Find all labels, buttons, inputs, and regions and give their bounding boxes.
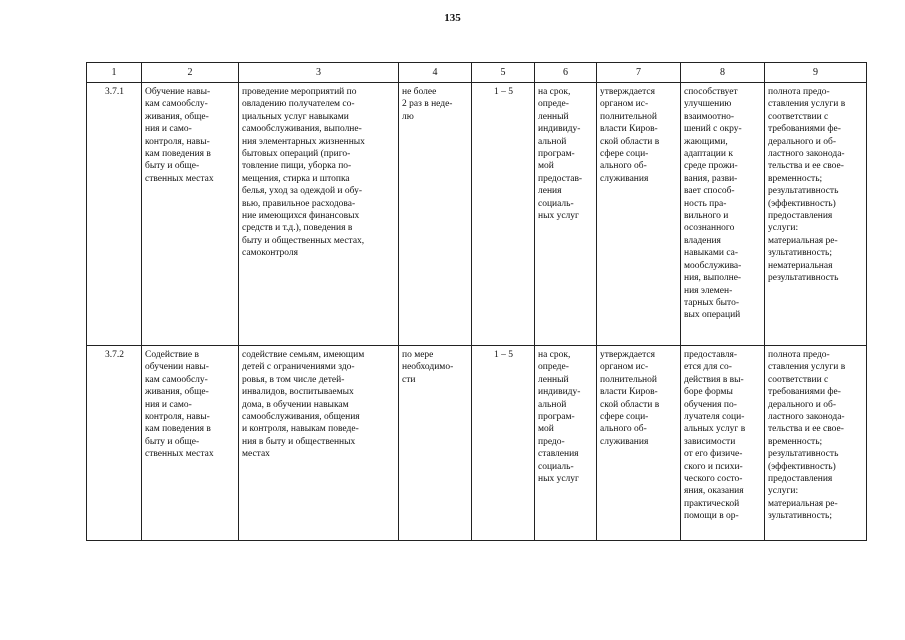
table-row (87, 346, 867, 541)
service-effect: способствует улучшению взаимоотно- шений с окру- жающими, адаптации к среде прожи- вания, разви- вает способ- ность пра- вильного и осознанного владения навыками са- мообслужива- ния, выполне- ния элемен- тарных быто- вых операций (681, 83, 765, 346)
service-effect: предоставля- ется для со- действия в вы- боре формы обучения по- лучателя соци- альных услуг в зависимости от его физиче- ского и психи- ческого состо- яния, оказания практической помощи в ор- (681, 346, 765, 541)
service-frequency: 1 – 5 (472, 83, 535, 346)
service-number: 3.7.2 (87, 346, 142, 541)
service-name: Содействие в обучении навы- кам самообслу- живания, обще- ния и само- контроля, навы- кам поведения в быту и обще- ственных местах (142, 346, 239, 541)
service-name: Обучение навы- кам самообслу- живания, обще- ния и само- контроля, навы- кам поведения в быту и обще- ственных местах (142, 83, 239, 346)
column-header-1: 1 (87, 63, 142, 83)
page-number: 135 (444, 12, 461, 24)
column-header-4: 4 (399, 63, 472, 83)
service-indicators: полнота предо- ставления услуги в соответствии с требованиями фе- дерального и об- ластного законода- тельства и ее свое- временность; результативность (эффективность) предоставления услуги: материальная ре- зультативность; (765, 346, 867, 541)
services-table (86, 62, 867, 541)
column-header-3: 3 (239, 63, 399, 83)
service-number: 3.7.1 (87, 83, 142, 346)
service-term: на срок, опреде- ленный индивиду- альной програм- мой предостав- ления социаль- ных услуг (535, 83, 597, 346)
column-header-9: 9 (765, 63, 867, 83)
column-header-6: 6 (535, 63, 597, 83)
column-header-5: 5 (472, 63, 535, 83)
column-header-7: 7 (597, 63, 681, 83)
service-frequency: 1 – 5 (472, 346, 535, 541)
header-row (87, 63, 867, 83)
service-indicators: полнота предо- ставления услуги в соответствии с требованиями фе- дерального и об- ластного законода- тельства и ее свое- временность; результативность (эффективность) предоставления услуги: материальная ре- зультативность; нематериальная результативность (765, 83, 867, 346)
service-volume: не более 2 раз в неде- лю (399, 83, 472, 346)
table-row (87, 83, 867, 346)
column-header-2: 2 (142, 63, 239, 83)
service-volume: по мере необходимо- сти (399, 346, 472, 541)
column-header-8: 8 (681, 63, 765, 83)
service-term: на срок, опреде- ленный индивиду- альной програм- мой предо- ставления социаль- ных услуг (535, 346, 597, 541)
service-content: проведение мероприятий по овладению получателем со- циальных услуг навыками самообслуживания, выполне- ния элементарных жизненных бытовых операций (приго- товление пищи, уборка по- мещения, стирка и штопка белья, уход за одеждой и обу- вью, правильное расходова- ние имеющихся финансовых средств и т.д.), поведения в быту и общественных местах, самоконтроля (239, 83, 399, 346)
service-content: содействие семьям, имеющим детей с ограничениями здо- ровья, в том числе детей- инвалидов, воспитываемых дома, в обучении навыкам самообслуживания, общения и контроля, навыкам поведе- ния в быту и общественных местах (239, 346, 399, 541)
service-approval: утверждается органом ис- полнительной власти Киров- ской области в сфере соци- ального об- служивания (597, 83, 681, 346)
service-approval: утверждается органом ис- полнительной власти Киров- ской области в сфере соци- ального об- служивания (597, 346, 681, 541)
